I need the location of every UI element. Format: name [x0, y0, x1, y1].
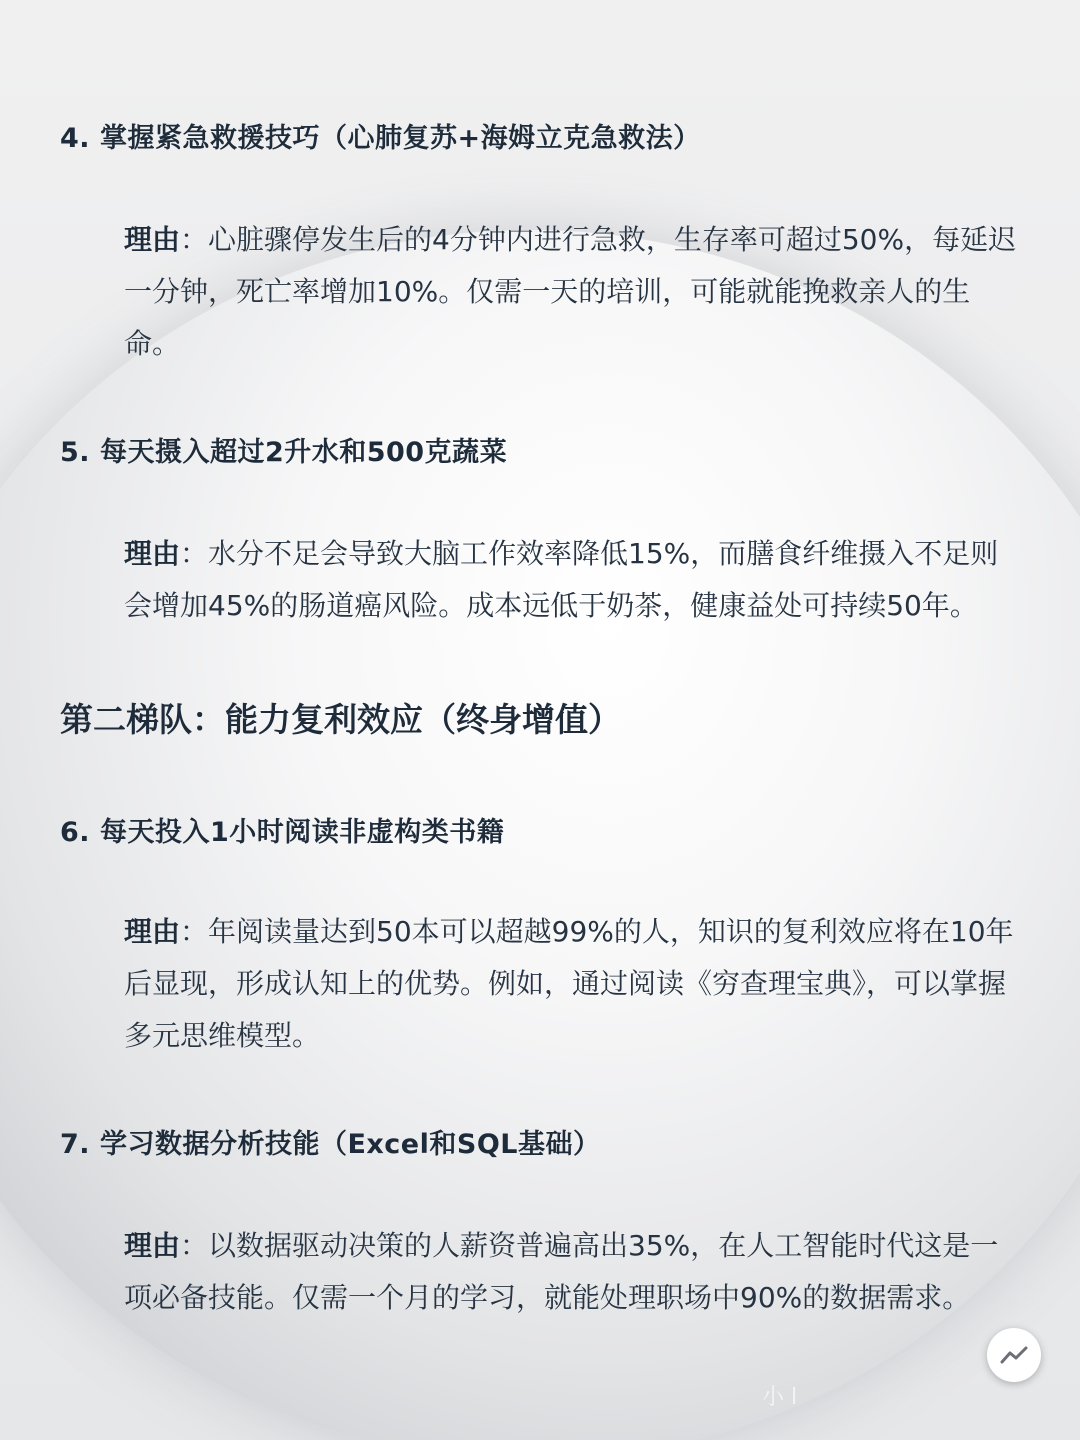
reason-label: 理由	[124, 223, 181, 256]
reason-separator: ：	[180, 1229, 209, 1262]
reason-text: 以数据驱动决策的人薪资普遍高出35%，在人工智能时代这是一项必备技能。仅需一个月的学习，就能处理职场中90%的数据需求。	[124, 1229, 999, 1314]
reason-label: 理由	[124, 915, 181, 948]
item-reason	[124, 1220, 1024, 1324]
item-title: 5. 每天摄入超过2升水和500克蔬菜	[60, 437, 508, 468]
item-title: 7. 学习数据分析技能（Excel和SQL基础）	[60, 1129, 601, 1160]
reason-separator: ：	[180, 537, 209, 570]
section-title: 第二梯队：能力复利效应（终身增值）	[60, 700, 621, 739]
reason-text: 水分不足会导致大脑工作效率降低15%，而膳食纤维摄入不足则会增加45%的肠道癌风险。成本远低于奶茶，健康益处可持续50年。	[124, 537, 999, 622]
reason-text: 年阅读量达到50本可以超越99%的人，知识的复利效应将在10年后显现，形成认知上的优势。例如，通过阅读《穷查理宝典》，可以掌握多元思维模型。	[124, 915, 1014, 1052]
item-title: 4. 掌握紧急救援技巧（心肺复苏+海姆立克急救法）	[60, 123, 701, 154]
item-reason	[124, 214, 1024, 370]
reason-separator: ：	[180, 223, 209, 256]
item-reason	[124, 528, 1024, 632]
reason-label: 理由	[124, 1229, 181, 1262]
reason-separator: ：	[180, 915, 209, 948]
item-title: 6. 每天投入1小时阅读非虚构类书籍	[60, 817, 505, 848]
reason-label: 理由	[124, 537, 181, 570]
trend-button[interactable]	[987, 1328, 1041, 1382]
item-reason	[124, 906, 1024, 1062]
watermark: 小 l	[762, 1385, 798, 1410]
reason-text: 心脏骤停发生后的4分钟内进行急救，生存率可超过50%，每延迟一分钟，死亡率增加10%。仅需一天的培训，可能就能挽救亲人的生命。	[124, 223, 1017, 360]
trend-line-icon	[999, 1344, 1029, 1366]
